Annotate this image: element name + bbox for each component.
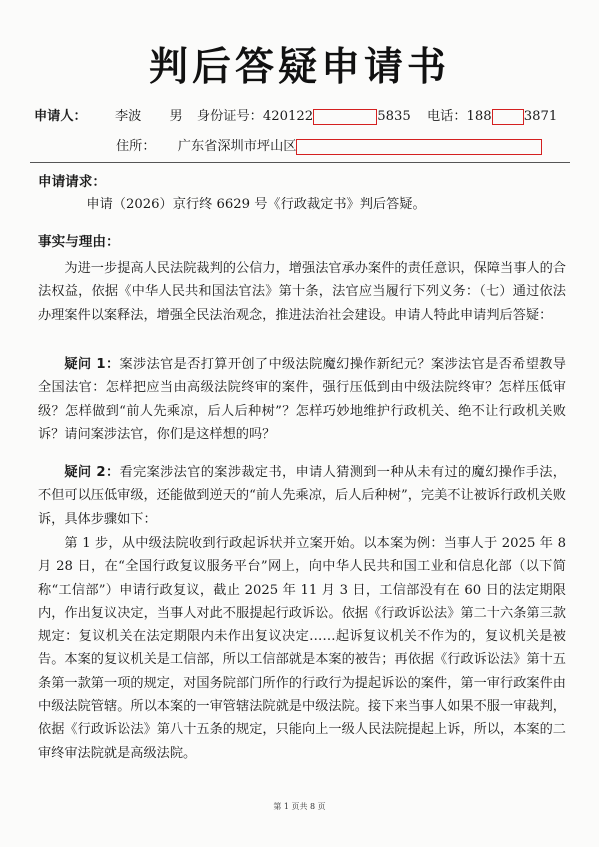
address-value: 广东省深圳市坪山区 xyxy=(177,139,297,154)
phone-prefix: 188 xyxy=(466,109,492,124)
id-redaction xyxy=(313,109,377,125)
header-divider xyxy=(30,162,570,163)
facts-heading: 事实与理由： xyxy=(38,234,120,250)
phone-redaction xyxy=(492,109,524,125)
address-redaction xyxy=(296,139,542,155)
question-1-lead: 疑问 1： xyxy=(64,357,120,372)
address-row xyxy=(116,138,542,156)
question-2-lead: 疑问 2： xyxy=(64,465,120,480)
address-label: 住所： xyxy=(116,139,156,154)
question-2-text: 看完案涉法官的案涉裁定书，申请人猜测到一种从未有过的魔幻操作手法，不但可以压低审级，还能做到逆天的“前人先乘凉，后人后种树”，完美不让被诉行政机关败诉，具体步骤如下： xyxy=(38,465,566,527)
id-prefix: 420122 xyxy=(262,109,314,124)
applicant-label: 申请人： xyxy=(34,109,87,124)
facts-intro: 为进一步提高人民法院裁判的公信力，增强法官承办案件的责任意识，保障当事人的合法权益，依据《中华人民共和国法官法》第十条，法官应当履行下列义务：（七）通过依法办理案件以案释法，增强全民法治观念，推进法治社会建设。申请人特此申请判后答疑： xyxy=(38,261,566,323)
applicant-row xyxy=(34,108,557,126)
phone-label: 电话： xyxy=(426,109,467,124)
page-footer: 第 1 页共 8 页 xyxy=(273,802,326,811)
phone-suffix: 3871 xyxy=(523,109,558,124)
applicant-name: 李波 xyxy=(114,109,142,124)
applicant-gender: 男 xyxy=(169,109,183,124)
request-text: 申请（2026）京行终 6629 号《行政裁定书》判后答疑。 xyxy=(86,197,426,212)
id-suffix: 5835 xyxy=(377,109,411,124)
question-1-text: 案涉法官是否打算开创了中级法院魔幻操作新纪元？案涉法官是否希望教导全国法官：怎样把应当由高级法院终审的案件，强行压低到由中级法院终审？怎样压低审级？怎样做到“前人先乘凉，后人后种树”？怎样巧妙地维护行政机关、绝不让行政机关败诉？请问案涉法官，你们是这样想的吗？ xyxy=(38,357,566,442)
request-heading: 申请请求： xyxy=(38,174,106,190)
document-title: 判后答疑申请书 xyxy=(148,45,450,90)
question-2 xyxy=(38,461,566,531)
id-label: 身份证号： xyxy=(196,109,263,124)
question-1 xyxy=(38,353,566,446)
step-1-paragraph: 第 1 步，从中级法院收到行政起诉状并立案开始。以本案为例：当事人于 2025 年 8 月 28 日，在“全国行政复议服务平台”网上，向中华人民共和国工业和信息化部（以下简称“工信部”）申请行政复议，截止 2025 年 11 月 3 日，工信部没有在 60 日的法定期限内，作出复议决定，当事人对此不服提起行政诉讼。依据《行政诉讼法》第二十六条第三款规定：复议机关在法定期限内未作出复议决定……起诉复议机关不作为的，复议机关是被告。本案的复议机关是工信部，所以工信部就是本案的被告；再依据《行政诉讼法》第十五条第一款第一项的规定，对国务院部门所作的行政行为提起诉讼的案件，第一审行政案件由中级法院管辖。所以本案的一审管辖法院就是中级法院。接下来当事人如果不服一审裁判，依据《行政诉讼法》第八十五条的规定，只能向上一级人民法院提起上诉，所以，本案的二审终审法院就是高级法院。 xyxy=(38,536,566,761)
